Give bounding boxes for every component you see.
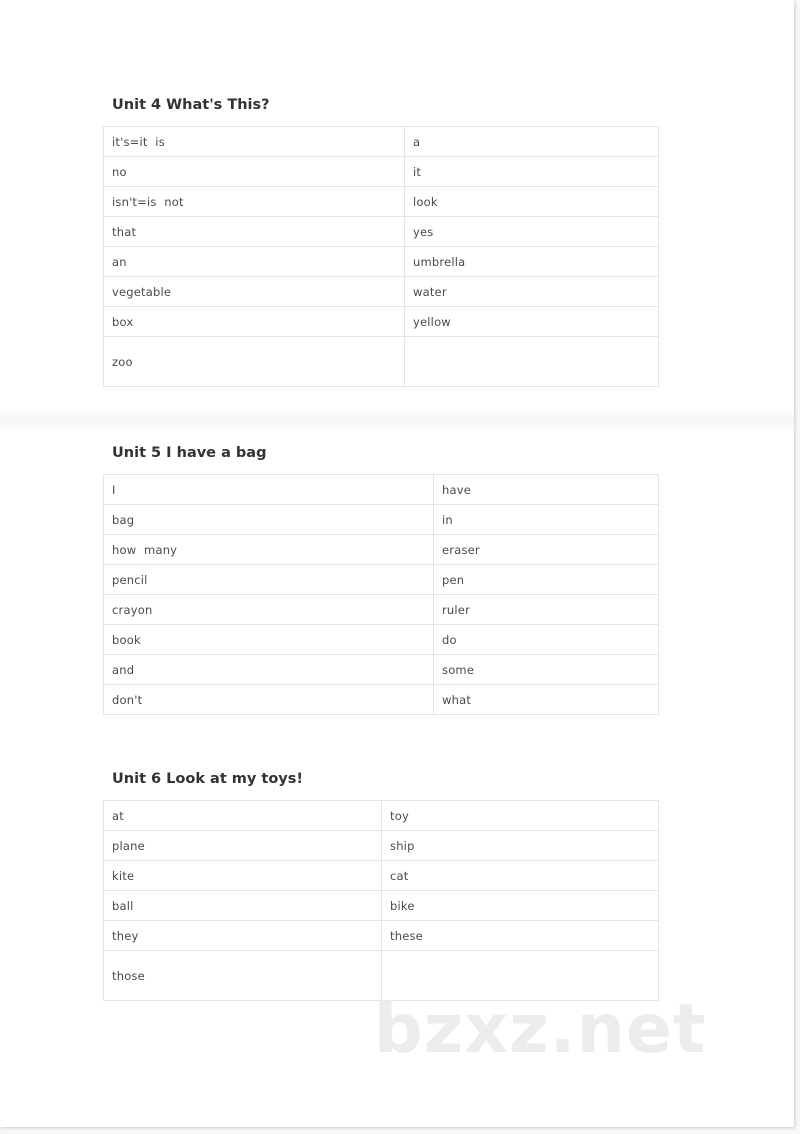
unit-4-vocab-table	[103, 126, 659, 387]
vocab-cell: don't	[104, 685, 434, 715]
vocab-cell: these	[382, 921, 659, 951]
vocab-cell: eraser	[434, 535, 659, 565]
table-row	[104, 157, 659, 187]
vocab-cell: bag	[104, 505, 434, 535]
vocab-cell: crayon	[104, 595, 434, 625]
unit-4-title: Unit 4 What's This?	[112, 97, 270, 113]
vocab-cell: that	[104, 217, 405, 247]
vocab-cell: vegetable	[104, 277, 405, 307]
table-row	[104, 307, 659, 337]
vocab-cell: box	[104, 307, 405, 337]
vocab-cell: pencil	[104, 565, 434, 595]
unit-5-title: Unit 5 I have a bag	[112, 445, 267, 461]
vocab-cell: how many	[104, 535, 434, 565]
vocab-cell: those	[104, 951, 382, 1001]
vocab-cell: what	[434, 685, 659, 715]
vocab-cell: toy	[382, 801, 659, 831]
table-row	[104, 685, 659, 715]
unit-5-vocab-table	[103, 474, 659, 715]
table-row	[104, 921, 659, 951]
vocab-cell: kite	[104, 861, 382, 891]
table-row	[104, 861, 659, 891]
vocab-cell: do	[434, 625, 659, 655]
unit-6-title: Unit 6 Look at my toys!	[112, 771, 303, 787]
vocab-cell: ball	[104, 891, 382, 921]
table-row	[104, 505, 659, 535]
table-row	[104, 565, 659, 595]
table-row	[104, 337, 659, 387]
vocab-cell: zoo	[104, 337, 405, 387]
vocab-cell: water	[405, 277, 659, 307]
vocab-cell	[405, 337, 659, 387]
vocab-cell: no	[104, 157, 405, 187]
table-row	[104, 475, 659, 505]
table-row	[104, 277, 659, 307]
vocab-cell: look	[405, 187, 659, 217]
vocab-cell: yes	[405, 217, 659, 247]
vocab-cell: cat	[382, 861, 659, 891]
vocab-cell: and	[104, 655, 434, 685]
vocab-cell: umbrella	[405, 247, 659, 277]
vocab-cell: some	[434, 655, 659, 685]
vocab-cell: in	[434, 505, 659, 535]
table-row	[104, 535, 659, 565]
unit-6-vocab-table	[103, 800, 659, 1001]
table-row	[104, 831, 659, 861]
vocab-cell: I	[104, 475, 434, 505]
vocab-cell: at	[104, 801, 382, 831]
vocab-cell: it	[405, 157, 659, 187]
vocab-cell: bike	[382, 891, 659, 921]
table-row	[104, 801, 659, 831]
vocab-cell: they	[104, 921, 382, 951]
table-row	[104, 891, 659, 921]
vocab-cell: it's=it is	[104, 127, 405, 157]
page-divider	[0, 408, 794, 434]
vocab-cell: an	[104, 247, 405, 277]
table-row	[104, 247, 659, 277]
vocab-cell: isn't=is not	[104, 187, 405, 217]
vocab-cell: pen	[434, 565, 659, 595]
table-row	[104, 187, 659, 217]
vocab-cell: book	[104, 625, 434, 655]
vocab-cell: yellow	[405, 307, 659, 337]
vocab-cell: plane	[104, 831, 382, 861]
vocab-cell: have	[434, 475, 659, 505]
vocab-cell: ship	[382, 831, 659, 861]
table-row	[104, 625, 659, 655]
table-row	[104, 655, 659, 685]
table-row	[104, 595, 659, 625]
vocab-cell: ruler	[434, 595, 659, 625]
table-row	[104, 127, 659, 157]
watermark: bzxz.net	[374, 990, 707, 1069]
table-row	[104, 217, 659, 247]
vocab-cell: a	[405, 127, 659, 157]
